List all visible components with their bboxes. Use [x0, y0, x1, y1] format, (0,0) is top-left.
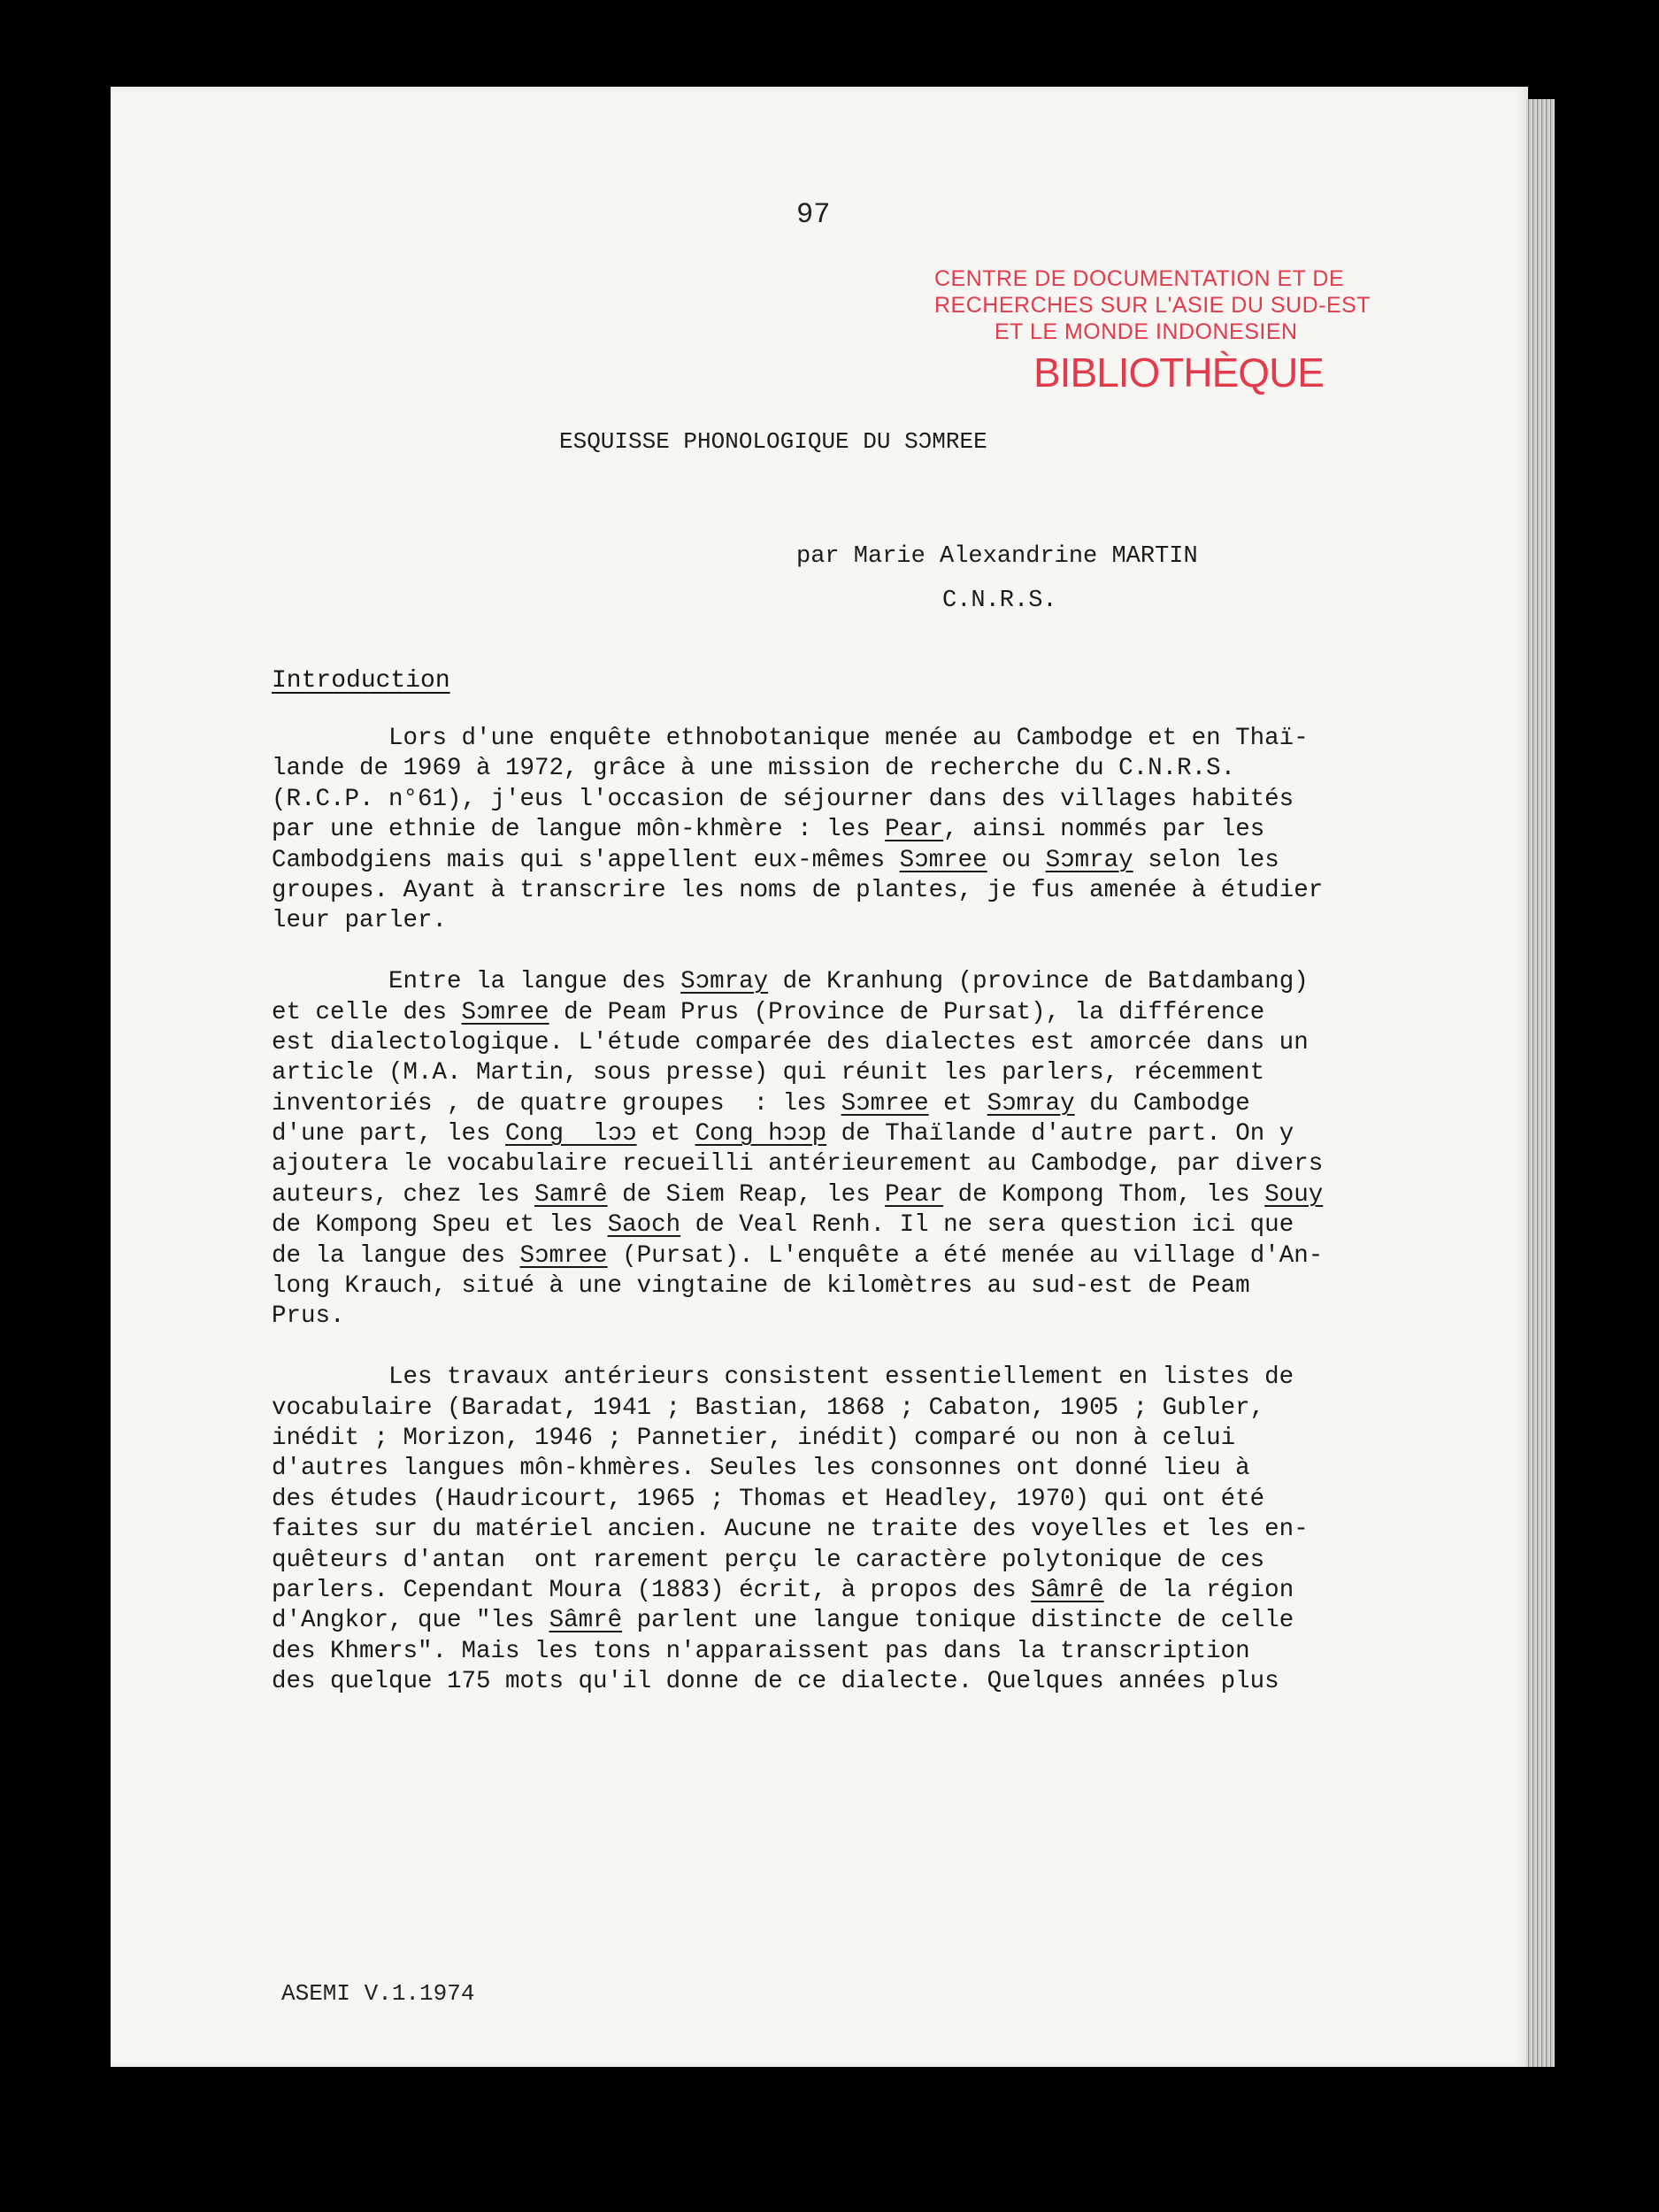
text-run: Entre la langue des	[272, 968, 681, 996]
text-run: de Kranhung (province de Batdambang)	[768, 968, 1309, 996]
text-line	[272, 1028, 1444, 1058]
text-run: inédit ; Morizon, 1946 ; Pannetier, inédit) comparé ou non à celui	[272, 1424, 1236, 1452]
text-run: est dialectologique. L'étude comparée des dialectes est amorcée dans un	[272, 1028, 1309, 1056]
text-run: des Khmers". Mais les tons n'apparaissent pas dans la transcription	[272, 1637, 1250, 1665]
underlined-term: Saoch	[607, 1211, 681, 1240]
text-run: long Krauch, situé à une vingtaine de kilomètres au sud-est de Peam	[272, 1272, 1250, 1301]
text-run: de Veal Renh. Il ne sera question ici que	[680, 1211, 1294, 1240]
underlined-term: Sâmrê	[549, 1607, 623, 1635]
underlined-term: Pear	[885, 1180, 944, 1209]
underlined-term: Souy	[1264, 1180, 1324, 1209]
text-line	[272, 1210, 1444, 1240]
text-run: Lors d'une enquête ethnobotanique menée au Cambodge et en Thaï-	[272, 725, 1309, 752]
text-run: quêteurs d'antan ont rarement perçu le caractère polytonique de ces	[272, 1546, 1265, 1574]
underlined-term: Sɔmree	[519, 1241, 608, 1270]
text-line	[272, 1089, 1444, 1119]
page-number: 97	[796, 198, 831, 231]
text-line	[272, 846, 1444, 876]
text-line	[272, 998, 1444, 1028]
paragraph	[272, 724, 1444, 937]
underlined-term: Sɔmree	[461, 998, 549, 1026]
text-line	[272, 1485, 1444, 1515]
text-run: lande de 1969 à 1972, grâce à une mission de recherche du C.N.R.S.	[272, 755, 1236, 783]
text-run: (R.C.P. n°61), j'eus l'occasion de séjourner dans des villages habités	[272, 785, 1294, 813]
text-run: parlent une langue tonique distincte de celle	[622, 1607, 1294, 1635]
text-line	[272, 1302, 1444, 1332]
text-run: de Siem Reap, les	[607, 1180, 886, 1209]
text-run: des études (Haudricourt, 1965 ; Thomas et Headley, 1970) qui ont été	[272, 1485, 1265, 1513]
text-line	[272, 1394, 1444, 1424]
text-run: de la région	[1103, 1576, 1294, 1604]
stamp-line-1: CENTRE DE DOCUMENTATION ET DE	[934, 266, 1345, 291]
text-run: ajoutera le vocabulaire recueilli antérieurement au Cambodge, par divers	[272, 1150, 1324, 1179]
underlined-term: Cong lɔɔ	[505, 1120, 637, 1148]
text-run: et	[928, 1089, 987, 1118]
underlined-term: Sɔmray	[1045, 846, 1133, 874]
text-line	[272, 1606, 1444, 1636]
text-line	[272, 1058, 1444, 1088]
stamp-line-3: ET LE MONDE INDONESIEN	[995, 319, 1298, 344]
text-run: de Kompong Thom, les	[943, 1180, 1265, 1209]
text-line	[272, 1271, 1444, 1302]
text-run: inventoriés , de quatre groupes : les	[272, 1089, 841, 1118]
article-title: ESQUISSE PHONOLOGIQUE DU SƆMREE	[559, 428, 987, 455]
paragraph	[272, 967, 1444, 1333]
text-run: selon les	[1133, 846, 1279, 874]
text-run: de la langue des	[272, 1241, 520, 1270]
text-line	[272, 785, 1444, 815]
author-block	[796, 534, 1198, 623]
text-line	[272, 1576, 1444, 1606]
text-line	[272, 724, 1444, 754]
text-line	[272, 1119, 1444, 1149]
underlined-term: Pear	[885, 816, 944, 844]
text-run: d'une part, les	[272, 1120, 506, 1148]
text-run: Prus.	[272, 1302, 345, 1331]
stamp-bibliotheque: BIBLIOTHÈQUE	[1033, 349, 1324, 396]
text-run: de Kompong Speu et les	[272, 1211, 608, 1240]
stamp-line-2: RECHERCHES SUR L'ASIE DU SUD-EST	[934, 293, 1371, 318]
text-line	[272, 1241, 1444, 1271]
author-affiliation: C.N.R.S.	[942, 588, 1057, 614]
text-run: et celle des	[272, 998, 462, 1026]
text-run: faites sur du matériel ancien. Aucune ne traite des voyelles et les en-	[272, 1516, 1309, 1544]
text-run: parlers. Cependant Moura (1883) écrit, à propos des	[272, 1576, 1032, 1604]
text-run: du Cambodge	[1074, 1089, 1250, 1118]
text-run: d'autres langues môn-khmères. Seules les consonnes ont donné lieu à	[272, 1455, 1250, 1483]
paragraph	[272, 1363, 1444, 1697]
text-line	[272, 1515, 1444, 1545]
underlined-term: Sɔmray	[680, 968, 769, 996]
text-run: Cambodgiens mais qui s'appellent eux-mêmes	[272, 846, 900, 874]
text-run: leur parler.	[272, 907, 448, 935]
text-line	[272, 1180, 1444, 1210]
underlined-term: Cong hɔɔp	[695, 1120, 827, 1148]
text-line	[272, 754, 1444, 784]
author-byline: par Marie Alexandrine MARTIN	[796, 543, 1198, 570]
text-line	[272, 1363, 1444, 1393]
text-run: (Pursat). L'enquête a été menée au village d'An-	[607, 1241, 1324, 1270]
text-run: des quelque 175 mots qu'il donne de ce dialecte. Quelques années plus	[272, 1668, 1279, 1696]
text-line	[272, 906, 1444, 936]
underlined-term: Sɔmree	[841, 1089, 929, 1118]
text-line	[272, 967, 1444, 997]
section-heading: Introduction	[272, 667, 450, 695]
text-run: , ainsi nommés par les	[943, 816, 1265, 844]
underlined-term: Samrê	[534, 1180, 608, 1209]
text-run: Les travaux antérieurs consistent essentiellement en listes de	[272, 1363, 1294, 1392]
text-line	[272, 876, 1444, 906]
underlined-term: Sɔmree	[899, 846, 987, 874]
page-stack-edges	[1526, 99, 1555, 2067]
text-line	[272, 1637, 1444, 1667]
text-line	[272, 815, 1444, 845]
text-line	[272, 1454, 1444, 1484]
underlined-term: Sɔmray	[987, 1089, 1075, 1118]
text-run: de Peam Prus (Province de Pursat), la différence	[549, 998, 1265, 1026]
text-run: ou	[987, 846, 1046, 874]
text-run: auteurs, chez les	[272, 1180, 535, 1209]
text-line	[272, 1667, 1444, 1697]
text-run: et	[636, 1120, 695, 1148]
text-run: de Thaïlande d'autre part. On y	[826, 1120, 1294, 1148]
library-stamp	[929, 265, 1371, 396]
body-text	[272, 724, 1444, 1728]
journal-footer: ASEMI V.1.1974	[281, 1980, 475, 2007]
text-run: d'Angkor, que "les	[272, 1607, 549, 1635]
text-run: article (M.A. Martin, sous presse) qui réunit les parlers, récemment	[272, 1059, 1265, 1087]
text-line	[272, 1424, 1444, 1454]
text-line	[272, 1546, 1444, 1576]
text-run: par une ethnie de langue môn-khmère : les	[272, 816, 886, 844]
text-run: vocabulaire (Baradat, 1941 ; Bastian, 1868 ; Cabaton, 1905 ; Gubler,	[272, 1394, 1265, 1422]
text-line	[272, 1149, 1444, 1179]
text-run: groupes. Ayant à transcrire les noms de plantes, je fus amenée à étudier	[272, 876, 1324, 904]
underlined-term: Sâmrê	[1031, 1576, 1104, 1604]
